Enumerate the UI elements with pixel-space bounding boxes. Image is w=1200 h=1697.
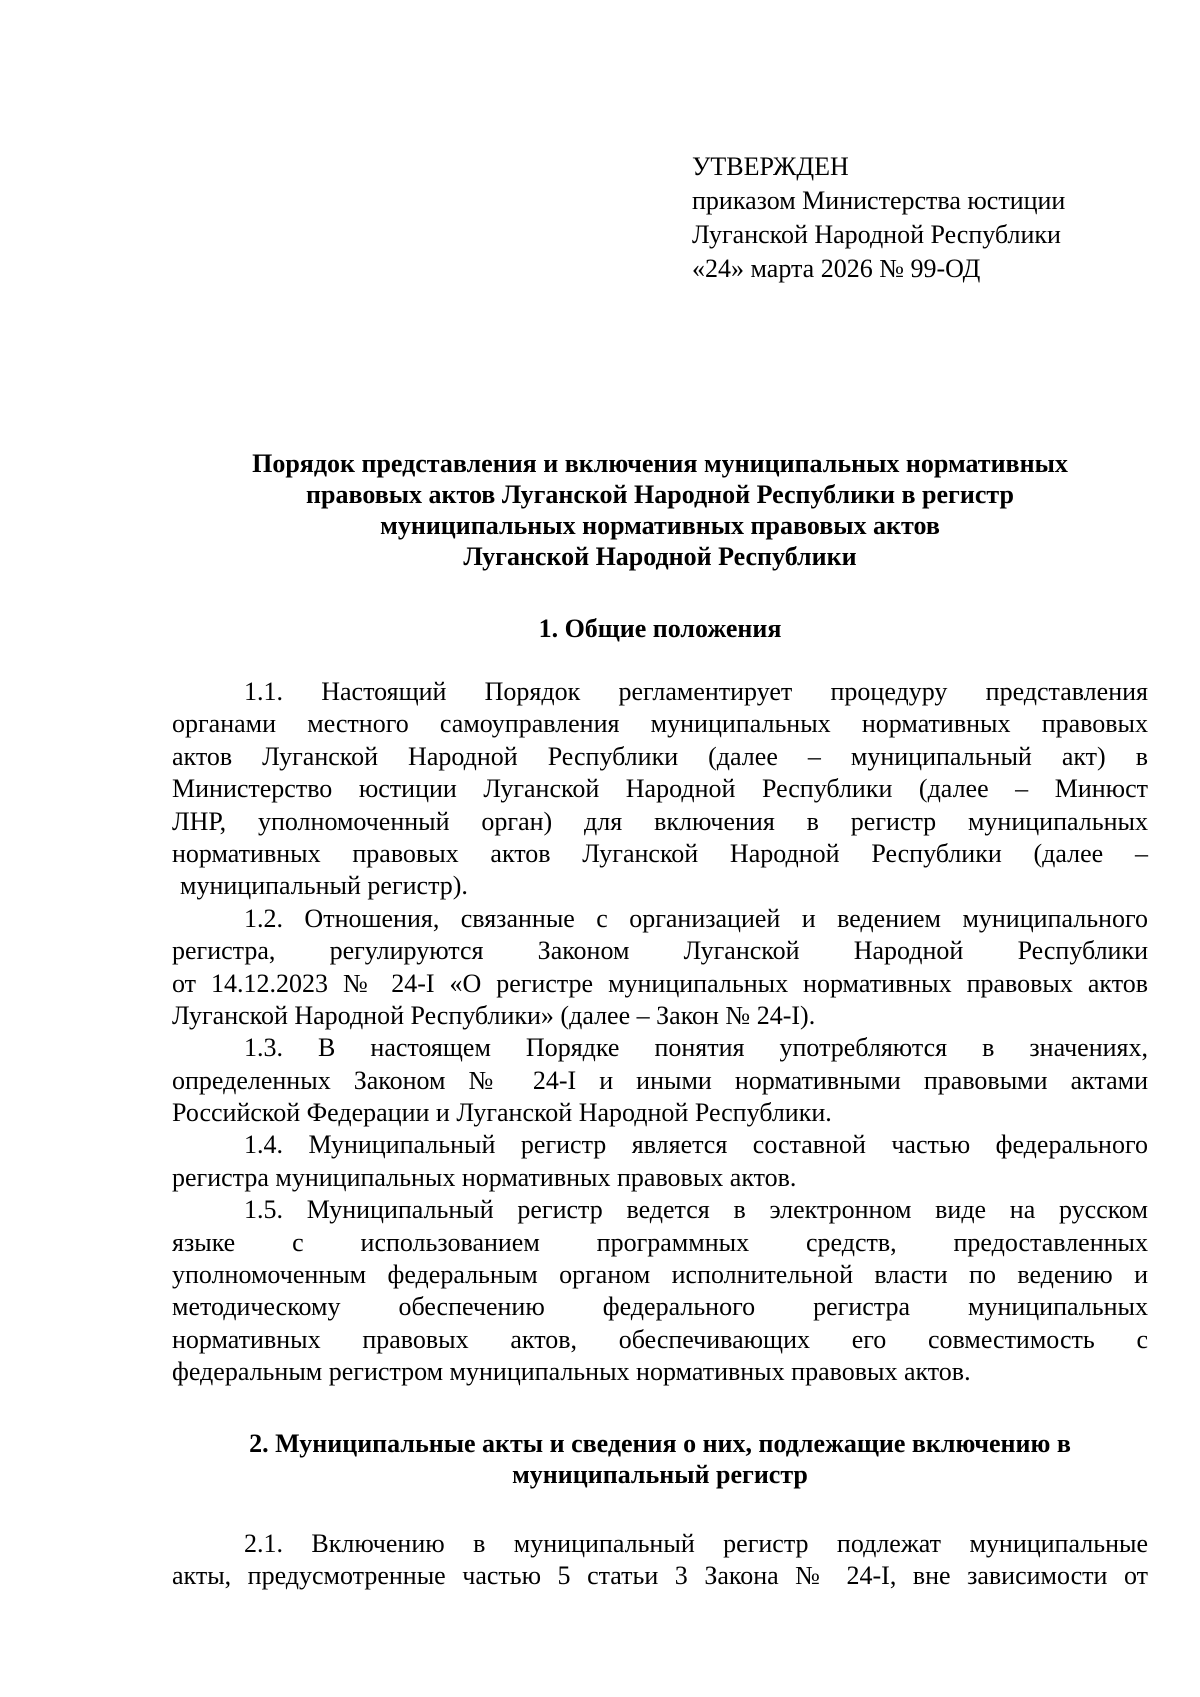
document-title [172, 448, 1148, 572]
paragraph-line: Луганской Народной Республики» (далее – Закон № 24-I). [172, 1000, 816, 1030]
section-1-heading [172, 613, 1148, 644]
section-heading-text: муниципальный регистр [512, 1460, 808, 1489]
paragraph-line: органами местного самоуправления муниципальных нормативных правовых [172, 709, 1148, 739]
paragraph-line: 1.4. Муниципальный регистр является составной частью федерального [244, 1130, 1148, 1160]
paragraph-line: от 14.12.2023 № 24-I «О регистре муниципальных нормативных правовых актов [172, 968, 1148, 998]
title-line: муниципальных нормативных правовых актов [380, 511, 940, 540]
paragraph-line: 1.1. Настоящий Порядок регламентирует процедуру представления [244, 677, 1148, 706]
approval-line: Луганской Народной Республики [692, 220, 1061, 249]
paragraph-line: актов Луганской Народной Республики (далее – муниципальный акт) в [172, 741, 1148, 771]
paragraph-line: 1.5. Муниципальный регистр ведется в электронном виде на русском [244, 1195, 1148, 1225]
approval-stamp [692, 150, 1065, 286]
paragraph-line: 1.2. Отношения, связанные с организацией и ведением муниципального [244, 903, 1148, 933]
section-heading-text: 2. Муниципальные акты и сведения о них, подлежащие включению в [249, 1429, 1071, 1458]
section-2-heading [172, 1428, 1148, 1490]
paragraph-line: федеральным регистром муниципальных нормативных правовых актов. [172, 1357, 971, 1387]
paragraph-line: языке с использованием программных средств, предоставленных [172, 1227, 1148, 1257]
paragraph-line: Российской Федерации и Луганской Народной Республики. [172, 1098, 832, 1128]
paragraph-line: акты, предусмотренные частью 5 статьи 3 Закона № 24-I, вне зависимости от [172, 1561, 1148, 1591]
paragraph-line: нормативных правовых актов, обеспечивающих его совместимость с [172, 1324, 1148, 1354]
title-line: Порядок представления и включения муниципальных нормативных [252, 449, 1068, 478]
paragraph-line: ЛНР, уполномоченный орган) для включения в регистр муниципальных [172, 806, 1148, 836]
paragraph-line: муниципальный регистр). [180, 871, 468, 901]
paragraph-line: 1.3. В настоящем Порядке понятия употребляются в значениях, [244, 1033, 1148, 1063]
paragraph-line: уполномоченным федеральным органом исполнительной власти по ведению и [172, 1260, 1148, 1290]
section-2-body [172, 1528, 1148, 1593]
title-line: правовых актов Луганской Народной Республики в регистр [306, 480, 1014, 509]
paragraph-line: Министерство юстиции Луганской Народной Республики (далее – Минюст [172, 774, 1148, 804]
paragraph-line: нормативных правовых актов Луганской Народной Республики (далее – [172, 838, 1148, 868]
approval-date-number: «24» марта 2026 № 99-ОД [692, 254, 981, 283]
approval-heading: УТВЕРЖДЕН [692, 152, 849, 181]
paragraph-line: определенных Законом № 24-I и иными нормативными правовыми актами [172, 1065, 1148, 1095]
paragraph-line: регистра муниципальных нормативных правовых актов. [172, 1162, 797, 1192]
section-heading-text: 1. Общие положения [538, 614, 782, 643]
section-1-body [172, 676, 1148, 1389]
paragraph-line: регистра, регулируются Законом Луганской Народной Республики [172, 936, 1148, 966]
title-line: Луганской Народной Республики [463, 542, 857, 571]
paragraph-line: методическому обеспечению федерального регистра муниципальных [172, 1292, 1148, 1322]
paragraph-line: 2.1. Включению в муниципальный регистр подлежат муниципальные [244, 1529, 1148, 1558]
approval-line: приказом Министерства юстиции [692, 186, 1066, 215]
